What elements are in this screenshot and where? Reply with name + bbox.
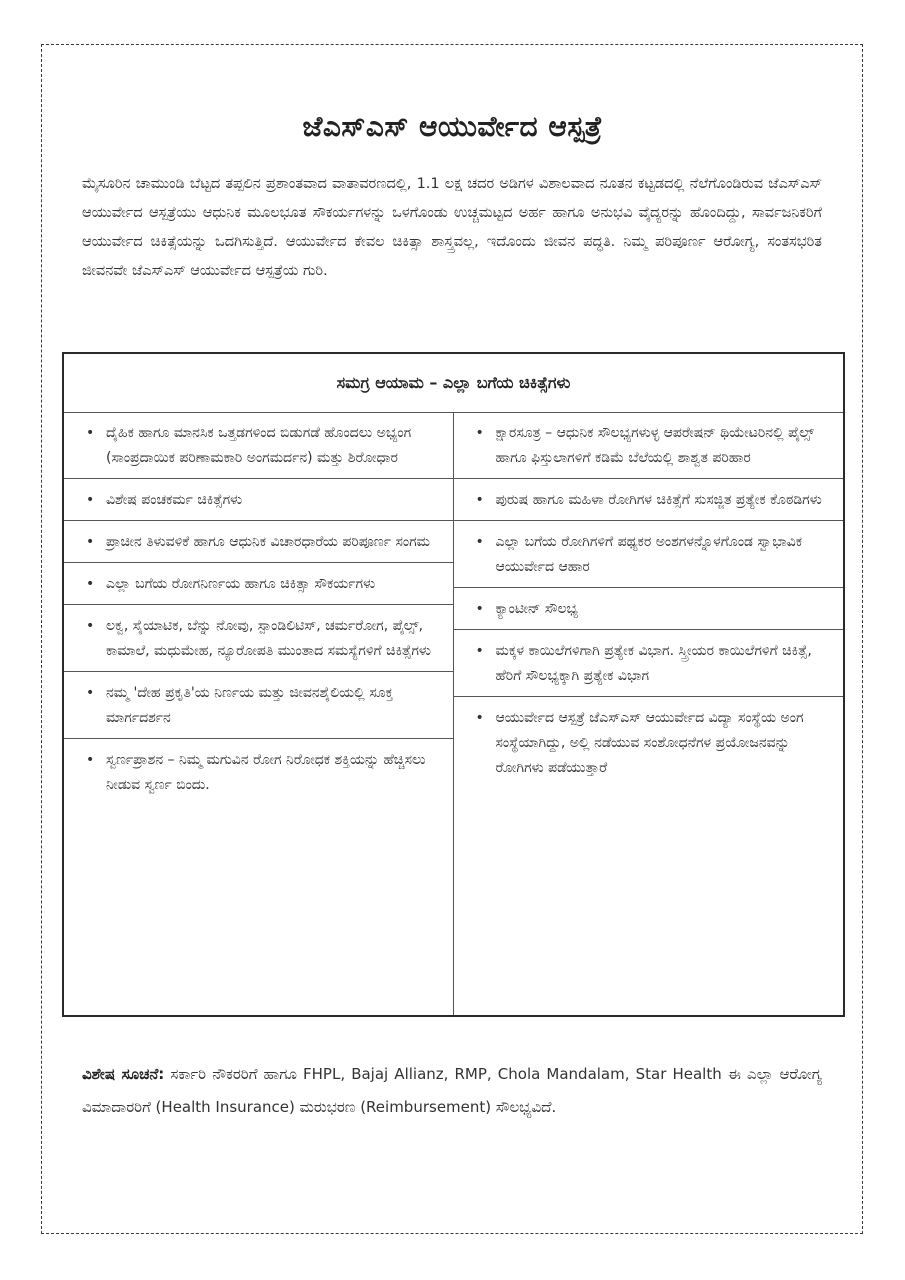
bullet-icon: • [475, 425, 484, 441]
bullet-icon: • [86, 576, 95, 592]
bullet-icon: • [475, 643, 484, 659]
list-item-text: ಮಕ್ಕಳ ಕಾಯಿಲೆಗಳಿಗಾಗಿ ಪ್ರತ್ಯೇಕ ವಿಭಾಗ. ಸ್ತ್ರೀಯರ ಕಾಯಿಲೆಗಳಿಗೆ ಚಿಕಿತ್ಸೆ, ಹೆರಿಗೆ ಸೌಲಭ್ಯಕ್ಕಾಗಿ ಪ್ರತ್ಯೇಕ ವಿಭಾಗ [495, 643, 812, 684]
list-item-text: ಕ್ಷಾರಸೂತ್ರ – ಆಧುನಿಕ ಸೌಲಭ್ಯಗಳುಳ್ಳ ಆಪರೇಷನ್ ಥಿಯೇಟರಿನಲ್ಲಿ ಪೈಲ್ಸ್ ಹಾಗೂ ಫಿಸ್ತುಲಾಗಳಿಗೆ ಕಡಿಮೆ ಬೆಲೆಯಲ್ಲಿ ಶಾಶ್ವತ ಪರಿಹಾರ [495, 425, 815, 466]
list-item-text: ಎಲ್ಲಾ ಬಗೆಯ ರೋಗಿಗಳಿಗೆ ಪಥ್ಯಕರ ಅಂಶಗಳನ್ನೊಳಗೊಂಡ ಸ್ವಾಭಾವಿಕ ಆಯುರ್ವೇದ ಆಹಾರ [495, 534, 803, 575]
note-text: ಸರ್ಕಾರಿ ನೌಕರರಿಗೆ ಹಾಗೂ FHPL, Bajaj Allianz, RMP, Chola Mandalam, Star Health ಈ ಎಲ್ಲಾ ಆರೋಗ್ಯ ವಿಮಾದಾರರಿಗೆ (Health Insurance) ಮರುಭರಣ (Reimbursement) ಸೌಲಭ್ಯವಿದೆ. [82, 1065, 822, 1116]
intro-paragraph: ಮೈಸೂರಿನ ಚಾಮುಂಡಿ ಬೆಟ್ಟದ ತಪ್ಪಲಿನ ಪ್ರಶಾಂತವಾದ ವಾತಾವರಣದಲ್ಲಿ, 1.1 ಲಕ್ಷ ಚದರ ಅಡಿಗಳ ವಿಶಾಲವಾದ ನೂತನ ಕಟ್ಟಡದಲ್ಲಿ ನೆಲೆಗೊಂಡಿರುವ ಜೆಎಸ್‌ಎಸ್ ಆಯುರ್ವೇದ ಆಸ್ಪತ್ರೆಯು ಆಧುನಿಕ ಮೂಲಭೂತ ಸೌಕರ್ಯಗಳನ್ನು ಒಳಗೊಂಡು ಉಚ್ಚಮಟ್ಟದ ಅರ್ಹ ಹಾಗೂ ಅನುಭವಿ ವೈದ್ಯರನ್ನು ಹೊಂದಿದ್ದು, ಸಾರ್ವಜನಿಕರಿಗೆ ಆಯುರ್ವೇದ ಚಿಕಿತ್ಸೆಯನ್ನು ಒದಗಿಸುತ್ತಿದೆ. ಆಯುರ್ವೇದ ಕೇವಲ ಚಿಕಿತ್ಸಾ ಶಾಸ್ತ್ರವಲ್ಲ, ಇದೊಂದು ಜೀವನ ಪದ್ಧತಿ. ನಿಮ್ಮ ಪರಿಪೂರ್ಣ ಆರೋಗ್ಯ, ಸಂತಸಭರಿತ ಜೀವನವೇ ಜೆಎಸ್‌ಎಸ್ ಆಯುರ್ವೇದ ಆಸ್ಪತ್ರೆಯ ಗುರಿ. [82, 176, 822, 279]
list-item [64, 521, 453, 563]
list-item [454, 479, 844, 521]
note-label: ವಿಶೇಷ ಸೂಚನೆ: [82, 1065, 165, 1083]
bullet-icon: • [86, 685, 95, 701]
treatments-columns [64, 412, 843, 1015]
list-item [454, 630, 844, 697]
list-item [64, 739, 453, 1015]
list-item [64, 479, 453, 521]
special-note [82, 1058, 822, 1124]
bullet-icon: • [475, 601, 484, 617]
list-item [454, 412, 844, 479]
list-item [454, 697, 844, 1015]
right-column [454, 412, 844, 1015]
list-item-text: ಎಲ್ಲಾ ಬಗೆಯ ರೋಗನಿರ್ಣಯ ಹಾಗೂ ಚಿಕಿತ್ಸಾ ಸೌಕರ್ಯಗಳು [106, 576, 376, 592]
left-column [64, 412, 454, 1015]
list-item-text: ಸ್ವರ್ಣಪ್ರಾಶನ – ನಿಮ್ಮ ಮಗುವಿನ ರೋಗ ನಿರೋಧಕ ಶಕ್ತಿಯನ್ನು ಹೆಚ್ಚಿಸಲು ನೀಡುವ ಸ್ವರ್ಣ ಬಿಂದು. [106, 752, 426, 793]
list-item [64, 605, 453, 672]
bullet-icon: • [475, 534, 484, 550]
page-title: ಜೆಎಸ್‌ಎಸ್ ಆಯುರ್ವೇದ ಆಸ್ಪತ್ರೆ [302, 110, 603, 143]
list-item-text: ಪ್ರಾಚೀನ ತಿಳುವಳಿಕೆ ಹಾಗೂ ಆಧುನಿಕ ವಿಚಾರಧಾರೆಯ ಪರಿಪೂರ್ಣ ಸಂಗಮ [106, 534, 430, 550]
list-item [454, 588, 844, 630]
bullet-icon: • [86, 752, 95, 768]
list-item [64, 563, 453, 605]
list-item-text: ಕ್ಯಾಂಟೀನ್ ಸೌಲಭ್ಯ [495, 601, 579, 617]
bullet-icon: • [86, 425, 95, 441]
list-item [64, 672, 453, 739]
list-item [454, 521, 844, 588]
list-item-text: ಆಯುರ್ವೇದ ಆಸ್ಪತ್ರೆ ಜೆಎಸ್‌ಎಸ್ ಆಯುರ್ವೇದ ವಿದ್ಯಾ ಸಂಸ್ಥೆಯ ಅಂಗ ಸಂಸ್ಥೆಯಾಗಿದ್ದು, ಅಲ್ಲಿ ನಡೆಯುವ ಸಂಶೋಧನೆಗಳ ಪ್ರಯೋಜನವನ್ನು ರೋಗಿಗಳು ಪಡೆಯುತ್ತಾರೆ [495, 710, 804, 776]
list-item [64, 412, 453, 479]
treatments-panel [62, 352, 845, 1017]
bullet-icon: • [475, 710, 484, 726]
panel-heading: ಸಮಗ್ರ ಆಯಾಮ – ಎಲ್ಲಾ ಬಗೆಯ ಚಿಕಿತ್ಸೆಗಳು [64, 354, 843, 413]
bullet-icon: • [475, 492, 484, 508]
bullet-icon: • [86, 534, 95, 550]
list-item-text: ನಮ್ಮ 'ದೇಹ ಪ್ರಕೃತಿ'ಯ ನಿರ್ಣಯ ಮತ್ತು ಜೀವನಶೈಲಿಯಲ್ಲಿ ಸೂಕ್ತ ಮಾರ್ಗದರ್ಶನ [106, 685, 394, 726]
list-item-text: ದೈಹಿಕ ಹಾಗೂ ಮಾನಸಿಕ ಒತ್ತಡಗಳಿಂದ ಬಿಡುಗಡೆ ಹೊಂದಲು ಅಭ್ಯಂಗ (ಸಾಂಪ್ರದಾಯಿಕ ಪರಿಣಾಮಕಾರಿ ಅಂಗಮರ್ದನ) ಮತ್ತು ಶಿರೋಧಾರ [106, 425, 412, 466]
bullet-icon: • [86, 492, 95, 508]
list-item-text: ಪುರುಷ ಹಾಗೂ ಮಹಿಳಾ ರೋಗಿಗಳ ಚಿಕಿತ್ಸೆಗೆ ಸುಸಜ್ಜಿತ ಪ್ರತ್ಯೇಕ ಕೊಠಡಿಗಳು [495, 492, 822, 508]
list-item-text: ಲಕ್ವ, ಸೈಯಾಟಿಕ, ಬೆನ್ನು ನೋವು, ಸ್ಪಾಂಡಿಲಿಟಿಸ್, ಚರ್ಮರೋಗ, ಪೈಲ್ಸ್, ಕಾಮಾಲೆ, ಮಧುಮೇಹ, ನ್ಯೂರೋಪತಿ ಮುಂತಾದ ಸಮಸ್ಯೆಗಳಿಗೆ ಚಿಕಿತ್ಸೆಗಳು [106, 618, 431, 659]
bullet-icon: • [86, 618, 95, 634]
list-item-text: ವಿಶೇಷ ಪಂಚಕರ್ಮ ಚಿಕಿತ್ಸೆಗಳು [106, 492, 243, 508]
